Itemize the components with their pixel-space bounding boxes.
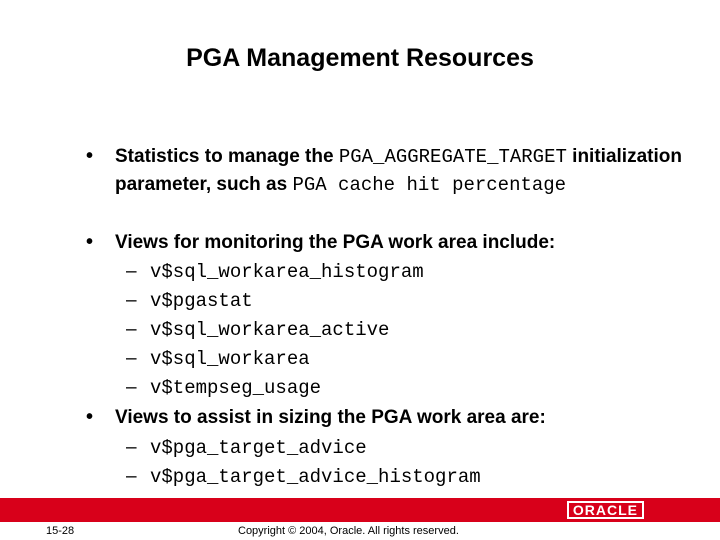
bullet-marker: •: [86, 406, 94, 428]
sub-item: [126, 344, 310, 374]
dash-marker: –: [126, 348, 137, 369]
bullet-1-text: [115, 143, 695, 199]
bullet-1-seg1: Statistics to manage the: [115, 146, 339, 167]
sub-item: [126, 462, 481, 492]
slide-title: PGA Management Resources: [186, 44, 534, 72]
sub-item: [126, 373, 321, 403]
dash-marker: –: [126, 261, 137, 282]
bullet-marker: •: [86, 145, 94, 167]
sub-item: [126, 433, 367, 463]
view-name: v$sql_workarea_histogram: [150, 261, 424, 283]
bullet-marker: •: [86, 231, 94, 253]
bullet-1-stat: PGA cache hit percentage: [292, 174, 567, 196]
view-name: v$sql_workarea_active: [150, 319, 390, 341]
sub-item: [126, 286, 253, 316]
oracle-logo-text: ORACLE: [567, 501, 644, 519]
bullet-1-seg3: initialization parameter, such as: [115, 146, 682, 195]
view-name: v$sql_workarea: [150, 348, 310, 370]
dash-marker: –: [126, 290, 137, 311]
view-name: v$pga_target_advice: [150, 437, 367, 459]
dash-marker: –: [126, 466, 137, 487]
view-name: v$pgastat: [150, 290, 253, 312]
page-number: 15-28: [46, 525, 75, 537]
view-name: v$tempseg_usage: [150, 377, 322, 399]
view-name: v$pga_target_advice_histogram: [150, 466, 481, 488]
oracle-logo: [567, 502, 644, 518]
dash-marker: –: [126, 437, 137, 458]
bullet-2-text: Views for monitoring the PGA work area include:: [115, 232, 556, 253]
bullet-1-param: PGA_AGGREGATE_TARGET: [338, 146, 567, 168]
sub-item: [126, 257, 424, 287]
sub-item: [126, 315, 389, 345]
dash-marker: –: [126, 377, 137, 398]
bullet-3-text: Views to assist in sizing the PGA work area are:: [115, 407, 546, 428]
copyright-notice: Copyright © 2004, Oracle. All rights reserved.: [238, 525, 459, 537]
dash-marker: –: [126, 319, 137, 340]
